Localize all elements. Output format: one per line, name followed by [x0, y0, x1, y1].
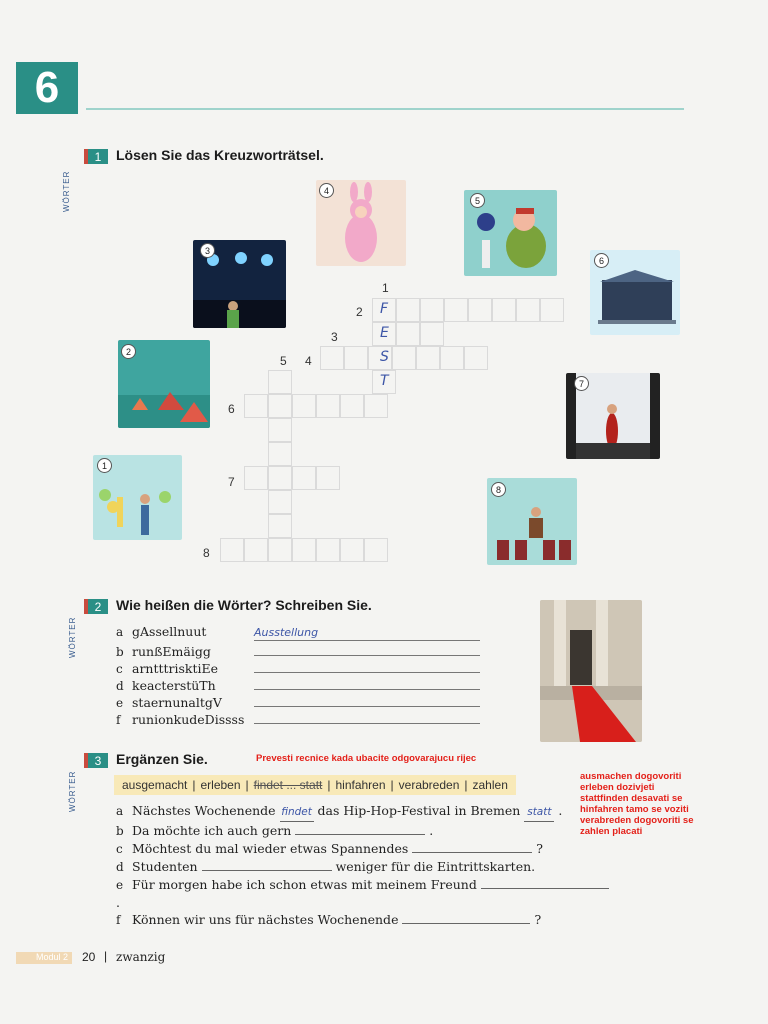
separator: |	[390, 778, 394, 792]
word-item-e	[116, 692, 486, 709]
item-letter: f	[116, 913, 121, 927]
item-letter: b	[116, 824, 124, 838]
building-illustration	[540, 600, 642, 742]
answer-field[interactable]: findet	[280, 804, 314, 822]
crossword-letter-t: T	[380, 373, 389, 389]
crossword-cell[interactable]	[492, 298, 516, 322]
crossword-cell[interactable]	[416, 346, 440, 370]
answer-field[interactable]	[412, 852, 532, 853]
crossword-cell[interactable]	[244, 394, 268, 418]
item-letter: c	[116, 662, 123, 676]
answer-field[interactable]	[254, 658, 480, 673]
sentence-a	[116, 802, 616, 822]
sentence-punct: ?	[534, 912, 542, 927]
red-instruction: Prevesti recnice kada ubacite odgovarajucu rijec	[256, 753, 477, 764]
crossword-cell[interactable]	[516, 298, 540, 322]
scrambled-word: arntttrisktiEe	[132, 661, 219, 676]
grid-number-2: 2	[356, 305, 363, 319]
grid-number-4: 4	[305, 354, 312, 368]
item-letter: f	[116, 713, 121, 727]
answer-field[interactable]	[254, 641, 480, 656]
separator: |	[245, 778, 249, 792]
crossword-cell[interactable]	[396, 322, 420, 346]
crossword-cell[interactable]	[364, 394, 388, 418]
answer-field[interactable]	[254, 692, 480, 707]
crossword-letter-f: F	[380, 301, 389, 317]
crossword-cell[interactable]	[220, 538, 244, 562]
crossword-row-6	[244, 394, 388, 418]
sentence-text: Studenten	[132, 859, 198, 874]
word-option: ausgemacht	[122, 778, 188, 792]
sentence-c	[116, 840, 616, 858]
crossword-cell[interactable]	[244, 538, 268, 562]
item-letter: d	[116, 679, 124, 693]
crossword-row-7	[244, 466, 340, 490]
photo-number-4: 4	[319, 183, 334, 198]
translation-line: stattfinden desavati se	[580, 793, 683, 804]
sentence-text: Für morgen habe ich schon etwas mit meinem Freund	[132, 877, 477, 892]
crossword-cell[interactable]	[292, 394, 316, 418]
crossword-cell[interactable]	[468, 298, 492, 322]
word-option: verabreden	[398, 778, 460, 792]
exercise-2-list	[116, 624, 486, 726]
side-label-2: WÖRTER	[68, 616, 77, 658]
footer-separator: |	[104, 949, 108, 963]
answer-field[interactable]	[254, 709, 480, 724]
word-item-b	[116, 641, 486, 658]
crossword-cell[interactable]	[464, 346, 488, 370]
crossword-cell[interactable]	[364, 538, 388, 562]
scrambled-word: staernunaltgV	[132, 695, 222, 710]
crossword-cell[interactable]	[268, 514, 292, 538]
exercise-3-number: 3	[84, 753, 108, 768]
grid-number-8: 8	[203, 546, 210, 560]
grid-number-7: 7	[228, 475, 235, 489]
scrambled-word: gAssellnuut	[132, 624, 207, 639]
item-letter: e	[116, 696, 124, 710]
sentence-punct: ?	[536, 841, 543, 856]
crossword-cell[interactable]	[316, 538, 340, 562]
sentence-f	[116, 911, 616, 929]
translation-line: verabreden dogovoriti se	[580, 815, 694, 826]
crossword-cell[interactable]	[268, 370, 292, 394]
grid-number-6: 6	[228, 402, 235, 416]
crossword-cell[interactable]	[420, 322, 444, 346]
sentence-text: das Hip-Hop-Festival in Bremen	[317, 803, 521, 818]
crossword-cell[interactable]	[244, 466, 268, 490]
crossword-letter-s: S	[380, 349, 389, 365]
side-label-1: WÖRTER	[62, 170, 71, 212]
item-letter: c	[116, 842, 123, 856]
photo-number-5: 5	[470, 193, 485, 208]
exercise-3-title: Ergänzen Sie.	[116, 751, 208, 767]
crossword-cell[interactable]	[292, 538, 316, 562]
crossword-cell[interactable]	[392, 346, 416, 370]
scrambled-word: runionkudeDissss	[132, 712, 245, 727]
exercise-2-title: Wie heißen die Wörter? Schreiben Sie.	[116, 597, 372, 613]
crossword-row-4	[320, 346, 488, 370]
word-option-used: findet ... statt	[253, 778, 323, 792]
word-option: hinfahren	[335, 778, 386, 792]
translation-line: hinfahren tamo se voziti	[580, 804, 689, 815]
scrambled-word: runßEmäigg	[132, 644, 211, 659]
photo-number-8: 8	[491, 482, 506, 497]
photo-number-1: 1	[97, 458, 112, 473]
crossword-row-2	[372, 298, 564, 322]
side-label-3: WÖRTER	[68, 770, 77, 812]
crossword-cell[interactable]	[444, 298, 468, 322]
crossword-col-5b	[268, 418, 292, 466]
photo-number-2: 2	[121, 344, 136, 359]
crossword-col-5c	[268, 490, 292, 538]
answer-field[interactable]	[202, 870, 332, 871]
sentence-text: Möchtest du mal wieder etwas Spannendes	[132, 841, 409, 856]
sentence-d	[116, 858, 616, 876]
crossword-cell[interactable]	[316, 394, 340, 418]
word-option: zahlen	[472, 778, 508, 792]
grid-number-5: 5	[280, 354, 287, 368]
chapter-number: 6	[16, 62, 78, 114]
page-word: zwanzig	[116, 950, 166, 964]
item-letter: a	[116, 804, 124, 818]
photo-red-carpet-building	[540, 600, 642, 742]
crossword-cell[interactable]	[268, 490, 292, 514]
sentence-e	[116, 876, 616, 911]
grid-number-3: 3	[331, 330, 338, 344]
exercise-1-title: Lösen Sie das Kreuzworträtsel.	[116, 147, 324, 163]
sentence-punct: .	[558, 803, 563, 818]
sentence-punct: .	[429, 823, 434, 838]
module-band: Modul 2	[16, 952, 72, 964]
scrambled-word: keacterstüTh	[132, 678, 216, 693]
translation-line: erleben dozivjeti	[580, 782, 655, 793]
grid-number-1: 1	[382, 281, 389, 295]
crossword-col-5	[268, 370, 292, 394]
crossword-cell[interactable]	[440, 346, 464, 370]
sentence-text: Können wir uns für nächstes Wochenende	[132, 912, 399, 927]
exercise-1-number: 1	[84, 149, 108, 164]
sentence-punct: .	[116, 895, 120, 910]
crossword-cell[interactable]	[268, 538, 292, 562]
word-item-c	[116, 658, 486, 675]
answer-field[interactable]: statt	[524, 804, 554, 822]
crossword-cell[interactable]	[268, 394, 292, 418]
item-letter: d	[116, 860, 124, 874]
separator: |	[464, 778, 468, 792]
crossword-row-8	[220, 538, 388, 562]
word-item-d	[116, 675, 486, 692]
crossword-cell[interactable]	[268, 442, 292, 466]
crossword-cell[interactable]	[340, 394, 364, 418]
crossword-cell[interactable]	[340, 538, 364, 562]
sentence-text: weniger für die Eintrittskarten.	[335, 859, 536, 874]
crossword-cell[interactable]	[396, 298, 420, 322]
answer-field[interactable]: Ausstellung	[254, 626, 480, 641]
word-item-f	[116, 709, 486, 726]
answer-field[interactable]	[254, 675, 480, 690]
word-option: erleben	[200, 778, 241, 792]
item-letter: e	[116, 878, 124, 892]
crossword-cell[interactable]	[540, 298, 564, 322]
word-box	[114, 775, 516, 795]
exercise-3-sentences	[116, 802, 616, 929]
separator: |	[192, 778, 196, 792]
answer-field[interactable]	[402, 923, 530, 924]
sentence-text: Da möchte ich auch gern	[132, 823, 292, 838]
separator: |	[327, 778, 331, 792]
crossword-cell[interactable]	[268, 466, 292, 490]
page-number: 20	[82, 950, 96, 964]
exercise-2-number: 2	[84, 599, 108, 614]
sentence-b	[116, 822, 616, 840]
word-item-a	[116, 624, 486, 641]
crossword-cell[interactable]	[344, 346, 368, 370]
crossword-cell[interactable]	[292, 466, 316, 490]
crossword-cell[interactable]	[316, 466, 340, 490]
chapter-rule	[86, 108, 684, 110]
photo-number-6: 6	[594, 253, 609, 268]
item-letter: b	[116, 645, 124, 659]
photo-number-7: 7	[574, 376, 589, 391]
sentence-text: Nächstes Wochenende	[132, 803, 276, 818]
item-letter: a	[116, 625, 124, 639]
answer-field[interactable]	[295, 834, 425, 835]
answer-field[interactable]	[481, 888, 609, 889]
photo-number-3: 3	[200, 243, 215, 258]
crossword-letter-e: E	[380, 325, 389, 341]
crossword-cell[interactable]	[268, 418, 292, 442]
translation-line: zahlen placati	[580, 826, 643, 837]
crossword-cell[interactable]	[320, 346, 344, 370]
translation-line: ausmachen dogovoriti	[580, 771, 682, 782]
crossword-cell[interactable]	[420, 298, 444, 322]
